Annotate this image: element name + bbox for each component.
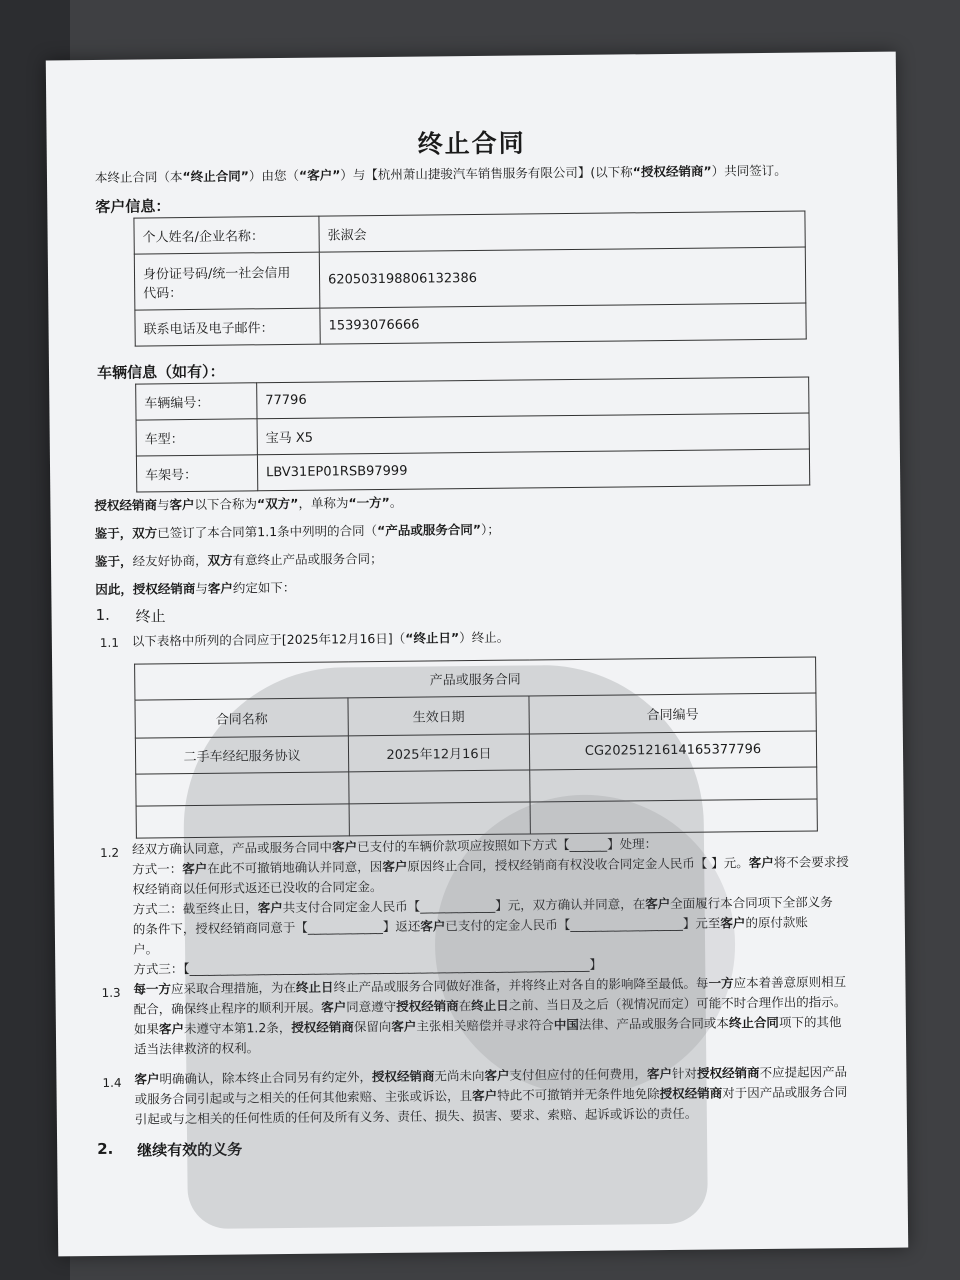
vehicle-no-value: 77796 xyxy=(257,377,809,419)
clause-1-4-line: 客户明确确认，除本终止合同另有约定外，授权经销商无尚未向客户支付但应付的任何费用，客户针对授权经销商不应提起因产品 xyxy=(134,1064,848,1087)
customer-name-label: 个人姓名/企业名称： xyxy=(134,216,319,254)
agreement-intro: 因此，授权经销商与客户约定如下： xyxy=(95,579,296,597)
customer-contact-label: 联系电话及电子邮件： xyxy=(135,308,320,346)
recital-2: 鉴于，经友好协商，双方有意终止产品或服务合同； xyxy=(94,550,383,569)
clause-1-1-number: 1.1 xyxy=(99,635,120,650)
contract-header-date: 生效日期 xyxy=(348,696,529,736)
contract-cell-number: CG2025121614165377796 xyxy=(529,731,816,770)
clause-1-2-line: 的条件下，授权经销商同意于【____________】返还客户已支付的定金人民币【__________________】元至客户的原付款账 xyxy=(132,914,808,937)
clause-1-2-text xyxy=(132,832,873,980)
clause-1-4-line: 引起或与之相关的任何性质的任何及所有义务、责任、损失、损害、要求、索赔、起诉或诉讼的责任。 xyxy=(134,1105,698,1127)
page-title: 终止合同 xyxy=(417,128,526,159)
empty-cell xyxy=(136,772,349,806)
clause-1-2-line: 权经销商以任何形式返还已没收的合同定金。 xyxy=(132,879,383,897)
vehicle-model-value: 宝马 X5 xyxy=(257,413,809,455)
section-1-title: 终止 xyxy=(135,607,166,626)
contract-cell-date: 2025年12月16日 xyxy=(348,734,529,772)
document-page xyxy=(46,52,908,1257)
clause-1-3-text xyxy=(133,972,874,1060)
contract-cell-name: 二手车经纪服务协议 xyxy=(135,736,348,774)
contract-header-name: 合同名称 xyxy=(135,698,348,738)
contract-header-number: 合同编号 xyxy=(529,693,816,734)
clause-1-3-line: 每一方应采取合理措施，为在终止日终止产品或服务合同做好准备，并将终止对各自的影响降至最低。每一方应本着善意原则相互 xyxy=(133,974,847,997)
vehicle-model-label: 车型： xyxy=(136,419,257,456)
empty-cell xyxy=(530,767,817,802)
parties-definition: 授权经销商与客户以下合称为“双方”，单称为“一方”。 xyxy=(94,494,403,513)
vehicle-no-label: 车辆编号： xyxy=(136,383,257,420)
clause-1-1-text: 以下表格中所列的合同应于[2025年12月16日]（“终止日”）终止。 xyxy=(131,629,510,649)
clause-1-2-line: 经双方确认同意，产品或服务合同中客户已支付的车辆价款项应按照如下方式【______】处理： xyxy=(131,836,658,857)
clause-1-2-line: 户。 xyxy=(132,941,159,957)
clause-1-3-number: 1.3 xyxy=(101,985,121,1000)
customer-table xyxy=(133,211,806,347)
clause-1-3-line: 如果客户未遵守本第1.2条，授权经销商保留向客户主张相关赔偿并寻求符合中国法律、产品或服务合同或本终止合同项下的其他 xyxy=(133,1014,842,1037)
customer-contact-value: 15393076666 xyxy=(320,303,806,344)
empty-cell xyxy=(530,799,817,834)
section-2-number: 2. xyxy=(97,1139,114,1159)
clause-1-4-text xyxy=(134,1062,875,1130)
contract-table xyxy=(134,656,818,838)
clause-1-3-line: 配合，确保终止程序的顺利开展。客户同意遵守授权经销商在终止日之前、当日及之后（视情况而定）可能不时合理作出的指示。 xyxy=(133,994,847,1017)
vehicle-vin-label: 车架号： xyxy=(136,455,257,492)
customer-id-label: 身份证号码/统一社会信用 代码： xyxy=(134,252,320,310)
clause-1-2-line: 方式三：【________________________________________________________________】 xyxy=(133,956,603,977)
vehicle-heading: 车辆信息（如有）： xyxy=(96,362,225,382)
vehicle-table xyxy=(135,377,810,493)
clause-1-4-number: 1.4 xyxy=(102,1075,122,1090)
customer-heading: 客户信息： xyxy=(95,197,171,216)
section-1-number: 1. xyxy=(95,605,110,624)
empty-cell xyxy=(349,770,530,804)
clause-1-3-line: 适当法律救济的权利。 xyxy=(134,1040,260,1057)
empty-cell xyxy=(136,804,349,838)
contract-table-caption: 产品或服务合同 xyxy=(135,657,816,700)
vehicle-vin-value: LBV31EP01RSB97999 xyxy=(257,449,809,491)
clause-1-2-line: 方式一：客户在此不可撤销地确认并同意，因客户原因终止合同，授权经销商有权没收合同定金人民币【 】元。客户将不会要求授 xyxy=(132,854,849,877)
clause-1-4-line: 或服务合同引起或与之相关的任何其他索赔、主张或诉讼，且客户特此不可撤销并无条件地免除授权经销商对于因产品或服务合同 xyxy=(134,1084,848,1107)
intro-paragraph: 本终止合同（本“终止合同”）由您（“客户”）与【杭州萧山捷骏汽车销售服务有限公司】(以下称“授权经销商”）共同签订。 xyxy=(94,162,787,185)
recital-1: 鉴于，双方已签订了本合同第1.1条中列明的合同（“产品或服务合同”）； xyxy=(94,521,500,541)
customer-name-value: 张淑会 xyxy=(319,211,805,252)
empty-cell xyxy=(349,802,530,836)
section-2-title: 继续有效的义务 xyxy=(137,1140,243,1160)
clause-1-2-line: 方式二：截至终止日，客户共支付合同定金人民币【____________】元，双方确认并同意，在客户全面履行本合同项下全部义务 xyxy=(132,894,833,917)
clause-1-2-number: 1.2 xyxy=(99,845,120,860)
customer-id-value: 620503198806132386 xyxy=(319,247,806,308)
